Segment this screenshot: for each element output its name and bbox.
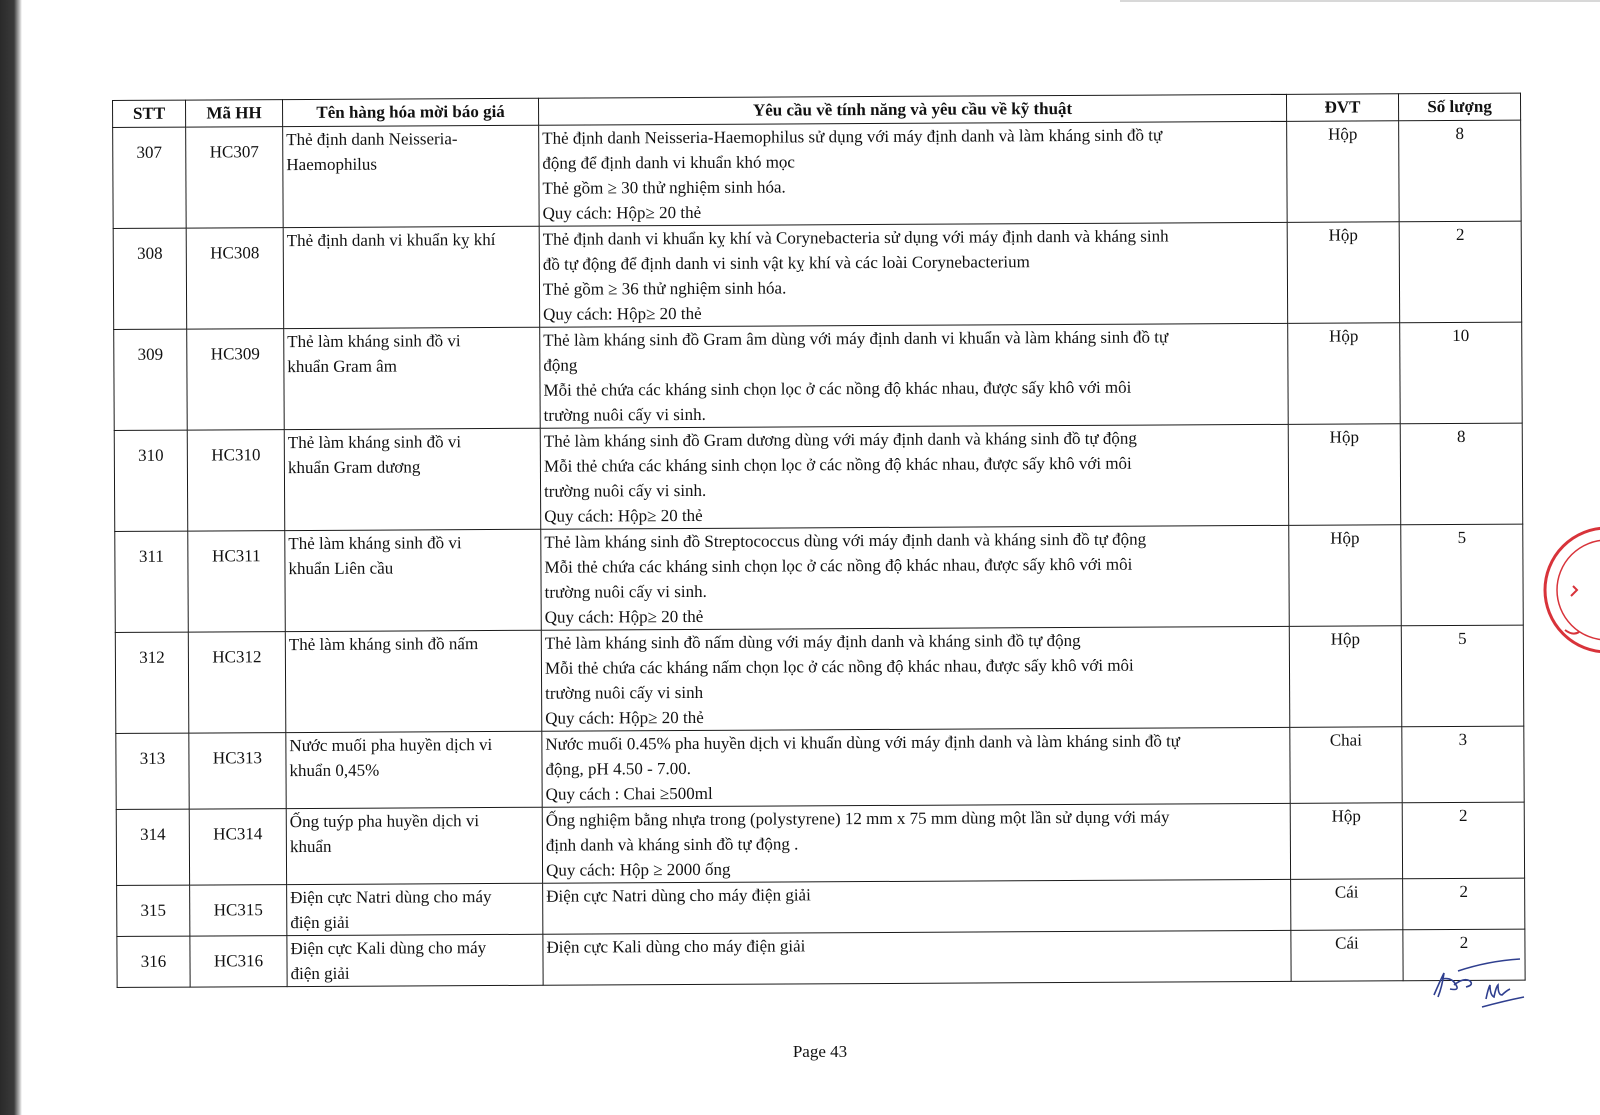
cell-stt: 308 (113, 228, 187, 329)
header-dvt: ĐVT (1286, 94, 1398, 122)
cell-dvt: Hộp (1289, 525, 1402, 627)
cell-ten-hang-hoa-line: Điện cực Natri dùng cho máy (290, 887, 492, 908)
cell-ten-hang-hoa-line: điện giải (290, 963, 350, 984)
cell-yeu-cau-line: Quy cách: Hộp ≥ 2000 ống (545, 859, 731, 880)
scan-top-edge (1120, 0, 1600, 2)
cell-stt: 309 (114, 329, 188, 430)
document-page (112, 93, 1526, 988)
cell-yeu-cau (539, 121, 1288, 226)
cell-ten-hang-hoa-line: khuẩn 0,45% (289, 760, 380, 781)
cell-yeu-cau-line: Điện cực Natri dùng cho máy điện giải (546, 885, 811, 906)
cell-yeu-cau-line: động (543, 355, 578, 375)
cell-stt: 316 (117, 936, 190, 987)
cell-stt: 310 (114, 430, 188, 531)
cell-yeu-cau-line: trường nuôi cấy vi sinh. (544, 581, 707, 602)
cell-dvt: Cái (1291, 930, 1403, 982)
table-row (116, 726, 1524, 809)
cell-so-luong: 8 (1399, 120, 1522, 222)
cell-ten-hang-hoa-line: Thẻ làm kháng sinh đồ nấm (288, 634, 479, 655)
cell-ten-hang-hoa (283, 226, 540, 328)
table-row (117, 878, 1525, 936)
cell-stt: 311 (115, 531, 189, 632)
cell-yeu-cau-line: Thẻ làm kháng sinh đồ Gram dương dùng với máy định danh và kháng sinh đồ tự động (543, 428, 1137, 451)
cell-ten-hang-hoa (287, 883, 543, 935)
table-row (116, 802, 1524, 885)
cell-ten-hang-hoa-line: Nước muối pha huyền dịch vi (289, 735, 493, 756)
cell-ten-hang-hoa-line: Thẻ làm kháng sinh đồ vi (287, 331, 461, 352)
header-ten-hang-hoa: Tên hàng hóa mời báo giá (283, 98, 539, 126)
cell-stt: 312 (115, 632, 189, 733)
cell-so-luong: 2 (1399, 221, 1522, 323)
cell-ten-hang-hoa-line: Thẻ làm kháng sinh đồ vi (288, 533, 462, 554)
table-row (114, 322, 1523, 430)
cell-yeu-cau-line: Nước muối 0.45% pha huyền dịch vi khuẩn dùng với máy định danh và làm kháng sinh đồ tự (545, 731, 1181, 754)
cell-ma-hh: HC309 (187, 329, 285, 431)
cell-ma-hh: HC311 (188, 531, 286, 633)
cell-ma-hh: HC310 (187, 430, 285, 532)
cell-stt: 314 (116, 809, 189, 885)
cell-ten-hang-hoa-line: khuẩn Gram âm (287, 356, 397, 377)
cell-yeu-cau-line: Quy cách: Hộp≥ 20 thẻ (544, 505, 703, 526)
cell-dvt: Hộp (1290, 803, 1402, 880)
cell-ten-hang-hoa (287, 934, 543, 986)
cell-ten-hang-hoa (286, 807, 542, 884)
cell-ten-hang-hoa-line: khuẩn (289, 836, 332, 857)
cell-ten-hang-hoa (285, 630, 542, 732)
cell-ma-hh: HC314 (189, 809, 286, 886)
cell-ten-hang-hoa-line: khuẩn Gram dương (287, 457, 421, 478)
cell-yeu-cau (540, 424, 1289, 529)
cell-so-luong: 3 (1402, 726, 1524, 803)
cell-ten-hang-hoa-line: điện giải (290, 912, 350, 933)
cell-yeu-cau-line: định danh và kháng sinh đồ tự động . (545, 834, 799, 855)
cell-yeu-cau-line: trường nuôi cấy vi sinh. (543, 404, 706, 425)
cell-ten-hang-hoa-line: Điện cực Kali dùng cho máy (290, 938, 487, 959)
cell-yeu-cau-line: Mỗi thẻ chứa các kháng sinh chọn lọc ở các nồng độ khác nhau, được sấy khô với môi (543, 377, 1132, 400)
cell-ten-hang-hoa-line: khuẩn Liên cầu (288, 558, 394, 579)
cell-yeu-cau-line: trường nuôi cấy vi sinh (545, 682, 704, 703)
header-so-luong: Số lượng (1398, 93, 1520, 121)
cell-yeu-cau-line: Quy cách: Hộp≥ 20 thẻ (545, 707, 704, 728)
cell-so-luong: 2 (1403, 929, 1525, 981)
cell-yeu-cau-line: động để định danh vi khuẩn khó mọc (542, 152, 795, 173)
handwritten-signature (1428, 955, 1528, 1010)
cell-yeu-cau-line: Thẻ gồm ≥ 30 thử nghiệm sinh hóa. (542, 177, 786, 198)
cell-ma-hh: HC316 (190, 936, 287, 988)
price-request-table (112, 93, 1526, 988)
cell-ma-hh: HC312 (188, 632, 286, 734)
red-stamp-seal (1535, 520, 1600, 660)
cell-stt: 313 (116, 733, 189, 809)
cell-so-luong: 2 (1402, 802, 1524, 879)
cell-yeu-cau-line: Quy cách : Chai ≥500ml (545, 783, 713, 804)
cell-yeu-cau (541, 525, 1290, 630)
cell-stt: 307 (113, 127, 187, 228)
cell-ten-hang-hoa (284, 327, 541, 429)
cell-dvt: Hộp (1287, 222, 1400, 324)
cell-yeu-cau-line: Điện cực Kali dùng cho máy điện giải (546, 936, 806, 957)
cell-ma-hh: HC313 (189, 733, 286, 810)
cell-yeu-cau-line: Thẻ làm kháng sinh đồ Gram âm dùng với máy định danh vi khuẩn và làm kháng sinh đồ tự (543, 327, 1169, 350)
cell-so-luong: 5 (1401, 625, 1524, 727)
cell-yeu-cau-line: Thẻ gồm ≥ 36 thử nghiệm sinh hóa. (542, 278, 787, 299)
header-ma-hh: Mã HH (186, 100, 283, 128)
cell-yeu-cau-line: đồ tự động để định danh vi sinh vật kỵ khí và các loài Corynebacterium (542, 252, 1030, 274)
cell-ten-hang-hoa-line: Thẻ định danh Neisseria- (286, 129, 458, 150)
cell-ten-hang-hoa (283, 125, 540, 227)
table-row (115, 625, 1524, 733)
cell-so-luong: 5 (1401, 524, 1524, 626)
cell-yeu-cau-line: Thẻ định danh Neisseria-Haemophilus sử dụng với máy định danh và làm kháng sinh đồ tự (542, 125, 1163, 148)
cell-yeu-cau-line: Ống nghiệm bằng nhựa trong (polystyrene) 12 mm x 75 mm dùng một lần sử dụng với máy (545, 807, 1170, 830)
cell-ten-hang-hoa-line: Ống tuýp pha huyền dịch vi (289, 811, 480, 832)
cell-yeu-cau-line: Quy cách: Hộp≥ 20 thẻ (544, 606, 704, 627)
cell-yeu-cau (542, 803, 1290, 883)
cell-yeu-cau-line: trường nuôi cấy vi sinh. (544, 480, 707, 501)
cell-dvt: Hộp (1287, 121, 1400, 223)
cell-ten-hang-hoa (286, 731, 542, 808)
table-row (113, 120, 1522, 228)
cell-dvt: Cái (1291, 879, 1403, 931)
cell-ma-hh: HC315 (190, 885, 287, 937)
cell-yeu-cau-line: Quy cách: Hộp≥ 20 thẻ (542, 202, 702, 223)
cell-yeu-cau (540, 323, 1289, 428)
cell-stt: 315 (117, 885, 190, 936)
cell-ten-hang-hoa-line: Haemophilus (286, 154, 378, 175)
table-body (113, 120, 1525, 987)
cell-yeu-cau-line: Thẻ làm kháng sinh đồ Streptococcus dùng với máy định danh và kháng sinh đồ tự động (544, 529, 1147, 552)
cell-yeu-cau-line: Mỗi thẻ chứa các kháng sinh chọn lọc ở các nồng độ khác nhau, được sấy khô với môi (544, 554, 1133, 577)
cell-yeu-cau (543, 930, 1291, 985)
cell-yeu-cau-line: Thẻ định danh vi khuẩn kỵ khí và Corynebacteria sử dụng với máy định danh và kháng sinh (542, 226, 1169, 249)
cell-yeu-cau (541, 626, 1290, 731)
cell-yeu-cau-line: động, pH 4.50 - 7.00. (545, 758, 692, 779)
cell-dvt: Hộp (1289, 626, 1402, 728)
cell-yeu-cau-line: Mỗi thẻ chứa các kháng nấm chọn lọc ở các nồng độ khác nhau, được sấy khô với môi (544, 655, 1134, 678)
cell-yeu-cau-line: Thẻ làm kháng sinh đồ nấm dùng với máy định danh và kháng sinh đồ tự động (544, 630, 1081, 653)
cell-dvt: Hộp (1288, 323, 1401, 425)
table-row (115, 524, 1524, 632)
cell-yeu-cau-line: Mỗi thẻ chứa các kháng sinh chọn lọc ở các nồng độ khác nhau, được sấy khô với môi (543, 453, 1132, 476)
cell-so-luong: 10 (1400, 322, 1523, 424)
table-row (117, 929, 1525, 987)
cell-so-luong: 2 (1403, 878, 1525, 930)
table-row (113, 221, 1522, 329)
cell-ten-hang-hoa-line: Thẻ làm kháng sinh đồ vi (287, 432, 462, 453)
scan-edge-shadow (0, 0, 22, 1115)
table-row (114, 423, 1523, 531)
cell-ten-hang-hoa (284, 428, 541, 530)
cell-ma-hh: HC308 (186, 228, 284, 330)
header-stt: STT (113, 100, 186, 127)
page-number: Page 43 (792, 1042, 848, 1061)
cell-yeu-cau (542, 727, 1290, 807)
cell-so-luong: 8 (1400, 423, 1523, 525)
cell-ten-hang-hoa (285, 529, 542, 631)
cell-ten-hang-hoa-line: Thẻ định danh vi khuẩn kỵ khí (286, 229, 496, 251)
cell-yeu-cau (539, 222, 1288, 327)
header-yeu-cau: Yêu cầu về tính năng và yêu cầu về kỹ thuật (538, 94, 1286, 125)
cell-yeu-cau-line: Quy cách: Hộp≥ 20 thẻ (543, 303, 702, 324)
cell-dvt: Hộp (1288, 424, 1401, 526)
cell-yeu-cau (543, 879, 1291, 934)
cell-ma-hh: HC307 (186, 127, 284, 229)
cell-dvt: Chai (1290, 727, 1402, 804)
